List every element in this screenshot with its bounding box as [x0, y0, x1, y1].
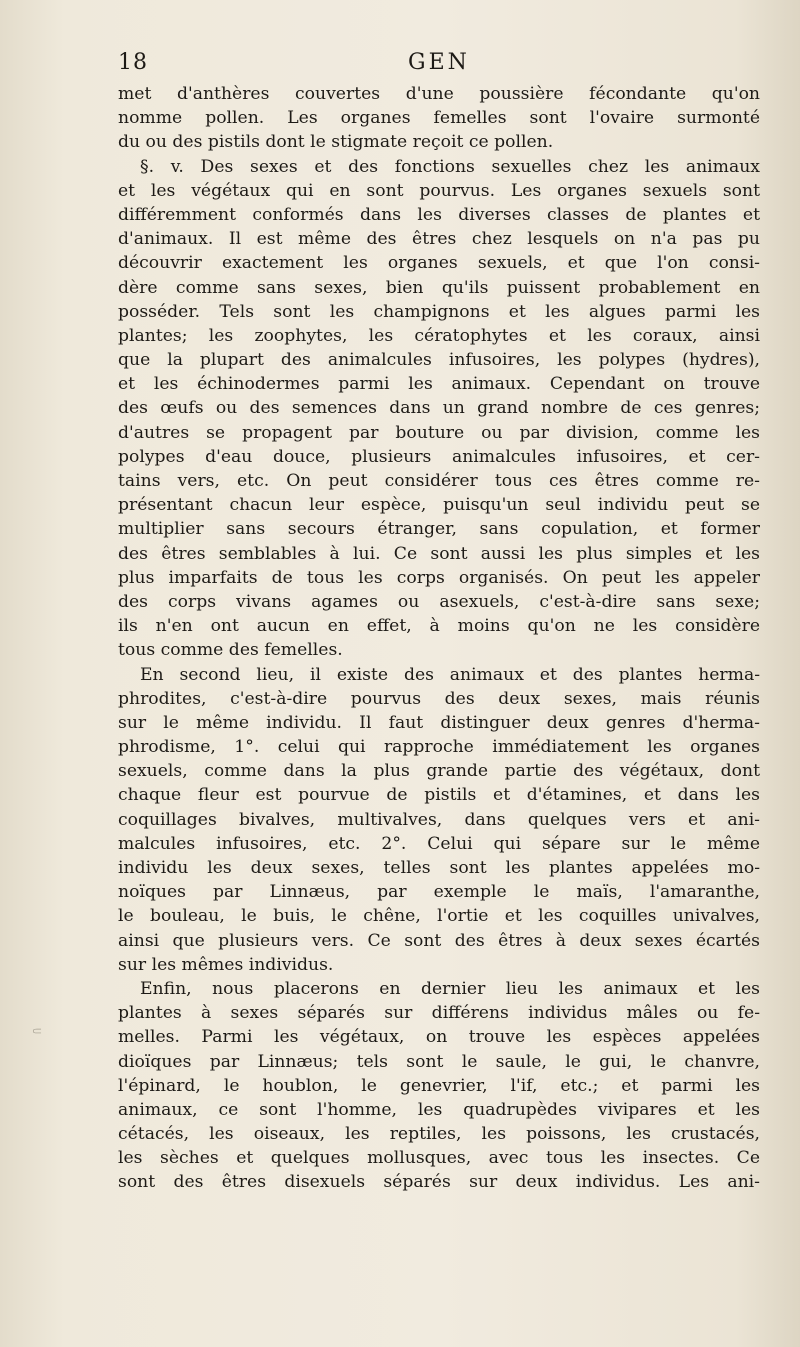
text-line: découvrir exactement les organes sexuels, et que l'on consi- — [118, 253, 760, 274]
text-line: du ou des pistils dont le stigmate reçoit ce pollen. — [118, 132, 554, 153]
text-line: sexuels, comme dans la plus grande partie des végétaux, dont — [118, 761, 760, 782]
text-line: ainsi que plusieurs vers. Ce sont des êtres à deux sexes écartés — [118, 930, 760, 951]
text-line: cétacés, les oiseaux, les reptiles, les poissons, les crustacés, — [118, 1124, 760, 1145]
text-line: malcules infusoires, etc. 2°. Celui qui sépare sur le même — [118, 833, 760, 854]
text-line: tains vers, etc. On peut considérer tous ces êtres comme re- — [118, 471, 760, 491]
text-line: phrodites, c'est-à-dire pourvus des deux sexes, mais réunis — [118, 688, 760, 709]
text-line: présentant chacun leur espèce, puisqu'un seul individu peut se — [118, 495, 760, 516]
text-line: phrodisme, 1°. celui qui rapproche immédiatement les organes — [118, 737, 760, 758]
text-line: ils n'en ont aucun en effet, à moins qu'on ne les considère — [118, 616, 760, 637]
running-head: GEN — [408, 50, 470, 75]
text-line: Enfin, nous placerons en dernier lieu les animaux et les — [140, 978, 760, 999]
text-line: plantes à sexes séparés sur différens individus mâles ou fe- — [118, 1003, 760, 1024]
text-line: plus imparfaits de tous les corps organisés. On peut les appeler — [118, 567, 760, 588]
text-line: melles. Parmi les végétaux, on trouve les espèces appelées — [118, 1027, 760, 1048]
text-line: sur le même individu. Il faut distinguer deux genres d'herma- — [118, 712, 760, 733]
text-line: et les échinodermes parmi les animaux. Cependant on trouve — [118, 374, 760, 395]
text-line: met d'anthères couvertes d'une poussière fécondante qu'on — [118, 84, 760, 104]
text-line: d'animaux. Il est même des êtres chez lesquels on n'a pas pu — [118, 229, 760, 250]
text-line: plantes; les zoophytes, les cératophytes et les coraux, ainsi — [118, 325, 760, 346]
text-line: En second lieu, il existe des animaux et des plantes herma- — [140, 664, 760, 685]
text-line: l'épinard, le houblon, le genevrier, l'if, etc.; et parmi les — [118, 1075, 760, 1096]
text-line: noïques par Linnæus, par exemple le maïs, l'amaranthe, — [118, 882, 760, 903]
text-line: des corps vivans agames ou asexuels, c'est-à-dire sans sexe; — [118, 591, 760, 612]
text-line: animaux, ce sont l'homme, les quadrupèdes vivipares et les — [118, 1099, 760, 1120]
text-line: individu les deux sexes, telles sont les plantes appelées mo- — [118, 858, 760, 878]
text-line: des êtres semblables à lui. Ce sont aussi les plus simples et les — [118, 543, 760, 564]
text-line: tous comme des femelles. — [118, 640, 343, 661]
text-line: nomme pollen. Les organes femelles sont l'ovaire surmonté — [118, 108, 760, 129]
body-text — [118, 82, 760, 1195]
text-line: d'autres se propagent par bouture ou par division, comme les — [118, 422, 760, 443]
text-line: différemment conformés dans les diverses classes de plantes et — [118, 204, 760, 225]
text-line: les sèches et quelques mollusques, avec tous les insectes. Ce — [118, 1148, 760, 1169]
text-line: des œufs ou des semences dans un grand nombre de ces genres; — [118, 398, 760, 419]
text-line: le bouleau, le buis, le chêne, l'ortie et les coquilles univalves, — [118, 906, 760, 927]
text-line: chaque fleur est pourvue de pistils et d'étamines, et dans les — [118, 785, 760, 806]
section-heading-line: §. v. Des sexes et des fonctions sexuelles chez les animaux — [140, 156, 760, 177]
margin-mark-icon: ⸦ — [30, 1024, 44, 1040]
text-line: dère comme sans sexes, bien qu'ils puissent probablement en — [118, 277, 760, 298]
text-line: polypes d'eau douce, plusieurs animalcules infusoires, et cer- — [118, 446, 760, 467]
page-number: 18 — [118, 50, 148, 75]
text-line: sont des êtres disexuels séparés sur deux individus. Les ani- — [118, 1172, 760, 1193]
text-line: sur les mêmes individus. — [118, 954, 334, 975]
text-line: dioïques par Linnæus; tels sont le saule, le gui, le chanvre, — [118, 1051, 760, 1072]
text-line: posséder. Tels sont les champignons et les algues parmi les — [118, 301, 760, 322]
text-line: que la plupart des animalcules infusoires, les polypes (hydres), — [118, 350, 760, 371]
text-line: et les végétaux qui en sont pourvus. Les organes sexuels sont — [118, 180, 760, 201]
text-line: coquillages bivalves, multivalves, dans quelques vers et ani- — [118, 809, 760, 830]
page-header — [118, 50, 760, 82]
text-line: multiplier sans secours étranger, sans copulation, et former — [118, 519, 760, 540]
